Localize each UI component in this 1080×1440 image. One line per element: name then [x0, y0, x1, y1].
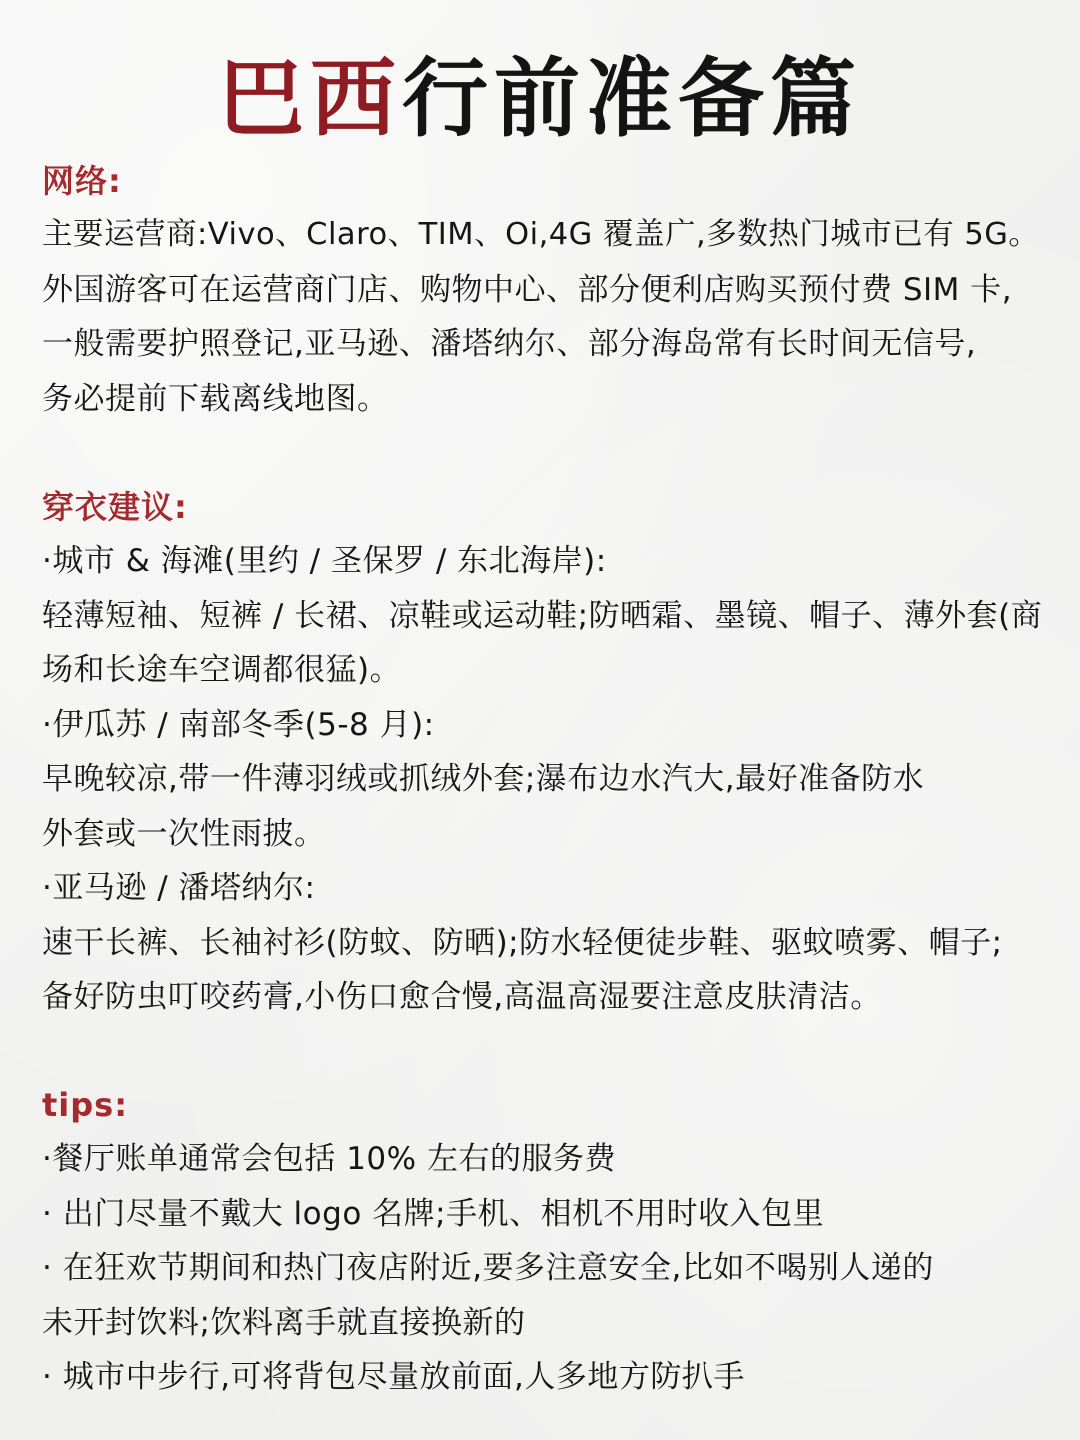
network-heading: 网络:	[42, 162, 122, 200]
clothing-line: 轻薄短袖、短裤 / 长裙、凉鞋或运动鞋;防晒霜、墨镜、帽子、薄外套(商	[42, 597, 1043, 634]
clothing-line: ·亚马逊 / 潘塔纳尔:	[42, 870, 316, 906]
tips-line: · 在狂欢节期间和热门夜店附近,要多注意安全,比如不喝别人递的	[42, 1250, 934, 1286]
network-line: 务必提前下载离线地图。	[42, 380, 389, 417]
clothing-line: 备好防虫叮咬药膏,小伤口愈合慢,高温高湿要注意皮肤清洁。	[42, 979, 882, 1015]
tips-section	[42, 1078, 1052, 1405]
clothing-line: 早晚较凉,带一件薄羽绒或抓绒外套;瀑布边水汽大,最好准备防水	[42, 761, 925, 797]
clothing-heading: 穿衣建议:	[42, 488, 188, 526]
tips-line: ·餐厅账单通常会包括 10% 左右的服务费	[42, 1141, 616, 1177]
clothing-line: 场和长途车空调都很猛)。	[42, 652, 402, 688]
network-line: 一般需要护照登记,亚马逊、潘塔纳尔、部分海岛常有长时间无信号,	[42, 326, 977, 362]
clothing-line: 速干长裤、长袖衬衫(防蚊、防晒);防水轻便徒步鞋、驱蚊喷雾、帽子;	[42, 924, 1003, 961]
tips-line: 未开封饮料;饮料离手就直接换新的	[42, 1304, 526, 1341]
network-line: 主要运营商:Vivo、Claro、TIM、Oi,4G 覆盖广,多数热门城市已有 5G。	[42, 217, 1040, 252]
tips-line: · 城市中步行,可将背包尽量放前面,人多地方防扒手	[42, 1359, 745, 1395]
network-line: 外国游客可在运营商门店、购物中心、部分便利店购买预付费 SIM 卡,	[42, 271, 1013, 308]
clothing-section	[42, 480, 1052, 1025]
page-title	[0, 44, 1080, 154]
clothing-line: 外套或一次性雨披。	[42, 815, 326, 852]
tips-heading: tips:	[42, 1086, 129, 1124]
tips-line: · 出门尽量不戴大 logo 名牌;手机、相机不用时收入包里	[42, 1195, 825, 1232]
clothing-line: ·城市 & 海滩(里约 / 圣保罗 / 东北海岸):	[42, 543, 607, 579]
network-section	[42, 154, 1052, 426]
clothing-line: ·伊瓜苏 / 南部冬季(5-8 月):	[42, 706, 435, 743]
page-title-accent: 巴西	[218, 49, 402, 149]
page-title-rest: 行前准备篇	[402, 49, 862, 149]
